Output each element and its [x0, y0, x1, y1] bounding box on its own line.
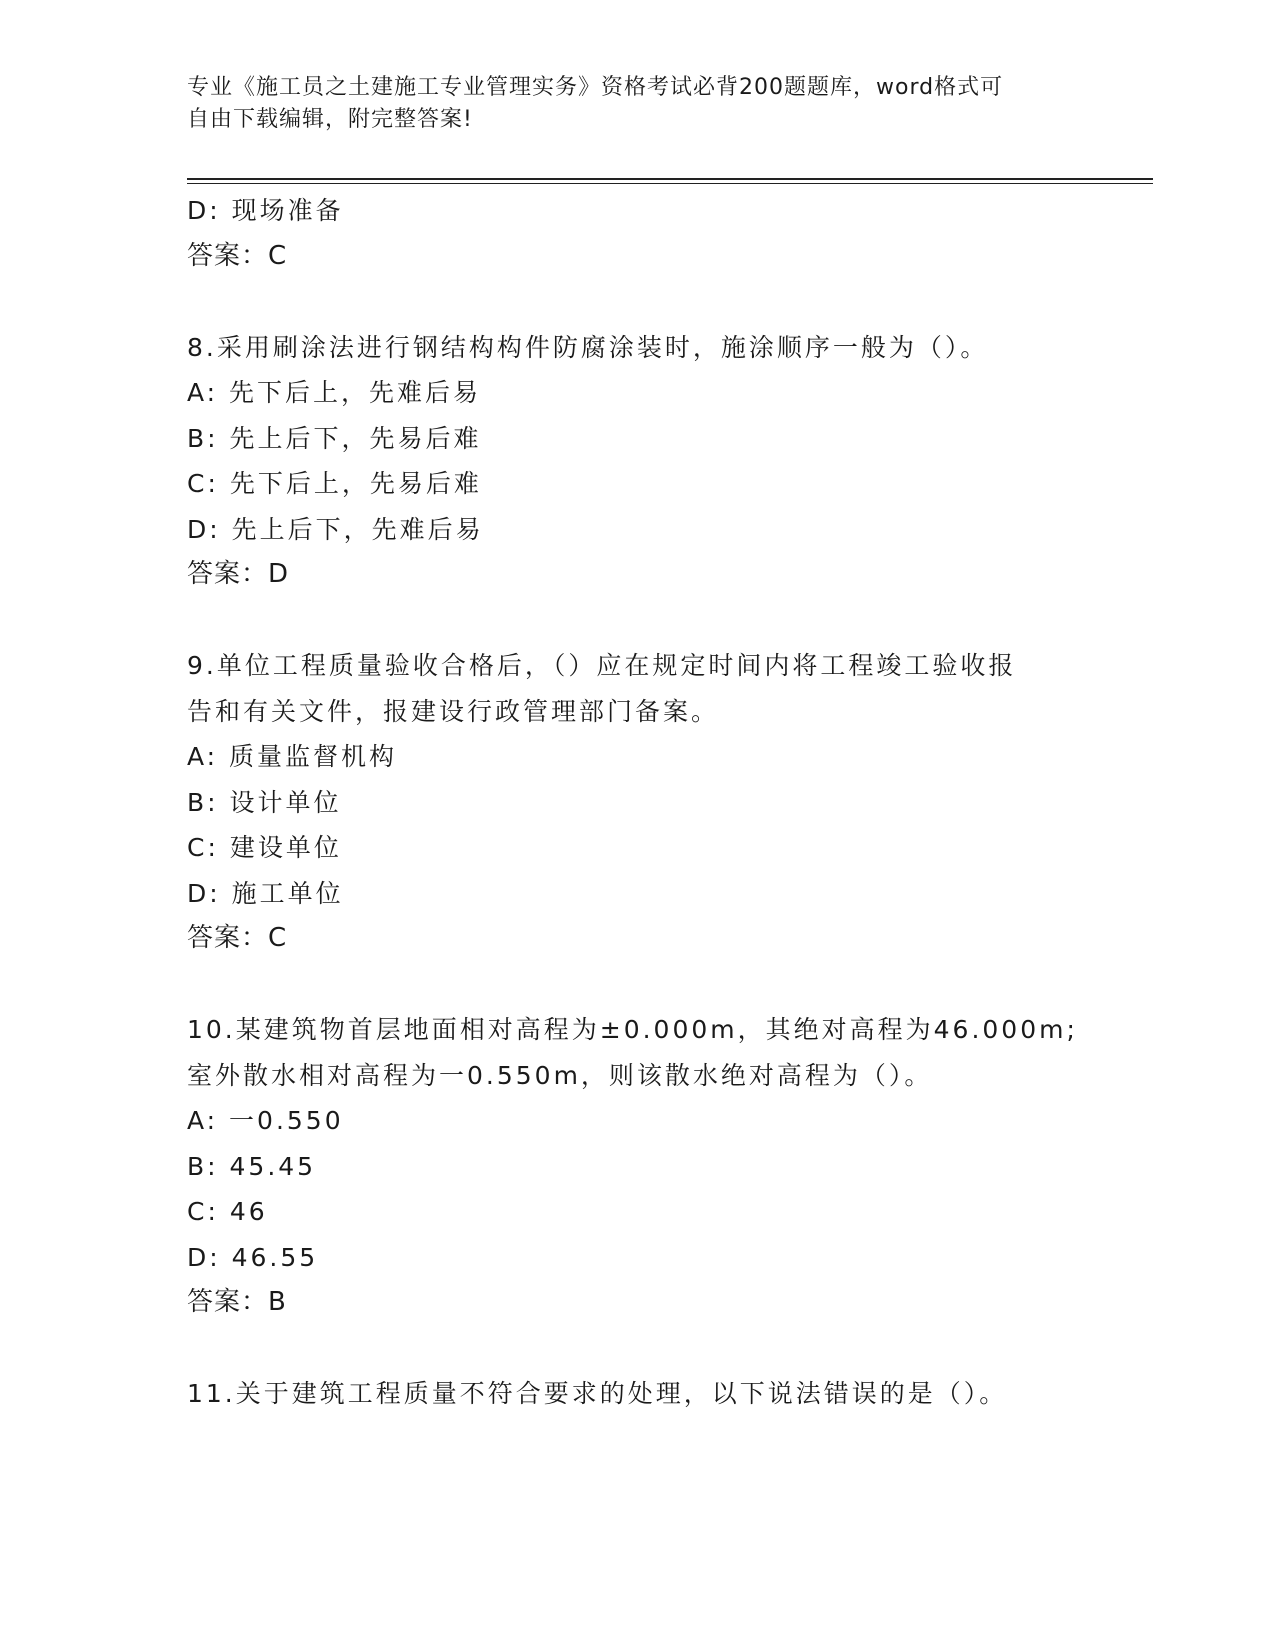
question-stem: 9.单位工程质量验收合格后，（）应在规定时间内将工程竣工验收报: [187, 651, 1017, 680]
option-d: D: 施工单位: [187, 878, 344, 908]
option-b: B: 先上后下，先易后难: [187, 423, 482, 453]
spacer: [187, 962, 1087, 1008]
option-a: A: 一0.550: [187, 1106, 344, 1135]
question-list: [187, 188, 1087, 1417]
option-c: C: 建设单位: [187, 833, 342, 862]
prev-option-d: D: 现场准备: [187, 196, 344, 225]
question-stem: 11.关于建筑工程质量不符合要求的处理，以下说法错误的是（）。: [187, 1379, 1008, 1408]
spacer: [187, 279, 1087, 325]
prev-answer: 答案：C: [187, 240, 288, 271]
question-stem: 10.某建筑物首层地面相对高程为±0.000m，其绝对高程为46.000m;: [187, 1015, 1078, 1044]
question-9: [187, 643, 1087, 962]
spacer: [187, 1326, 1087, 1372]
header-divider-thin: [187, 183, 1153, 184]
option-d: D: 先上后下，先难后易: [187, 514, 484, 544]
option-a: A: 先下后上，先难后易: [187, 378, 482, 407]
answer: 答案：B: [187, 1287, 287, 1317]
question-stem-cont: 室外散水相对高程为一0.550m，则该散水绝对高程为（）。: [187, 1060, 933, 1090]
option-b: B: 设计单位: [187, 787, 342, 817]
question-11: [187, 1371, 1087, 1417]
header-line-1: 专业《施工员之土建施工专业管理实务》资格考试必背200题题库，word格式可: [187, 75, 1004, 100]
question-stem: 8.采用刷涂法进行钢结构构件防腐涂装时，施涂顺序一般为（）。: [187, 332, 989, 362]
page-header: [187, 72, 1067, 136]
option-b: B: 45.45: [187, 1151, 317, 1181]
answer: 答案：C: [187, 923, 288, 953]
header-line-2: 自由下载编辑，附完整答案!: [187, 107, 473, 132]
spacer: [187, 598, 1087, 644]
question-stem-cont: 告和有关文件，报建设行政管理部门备案。: [187, 696, 720, 726]
question-8: [187, 325, 1087, 598]
header-divider-thick: [187, 178, 1153, 180]
option-a: A: 质量监督机构: [187, 742, 398, 771]
question-10: [187, 1007, 1087, 1326]
option-c: C: 先下后上，先易后难: [187, 469, 482, 498]
option-d: D: 46.55: [187, 1242, 319, 1272]
answer: 答案：D: [187, 559, 290, 589]
option-c: C: 46: [187, 1197, 268, 1226]
